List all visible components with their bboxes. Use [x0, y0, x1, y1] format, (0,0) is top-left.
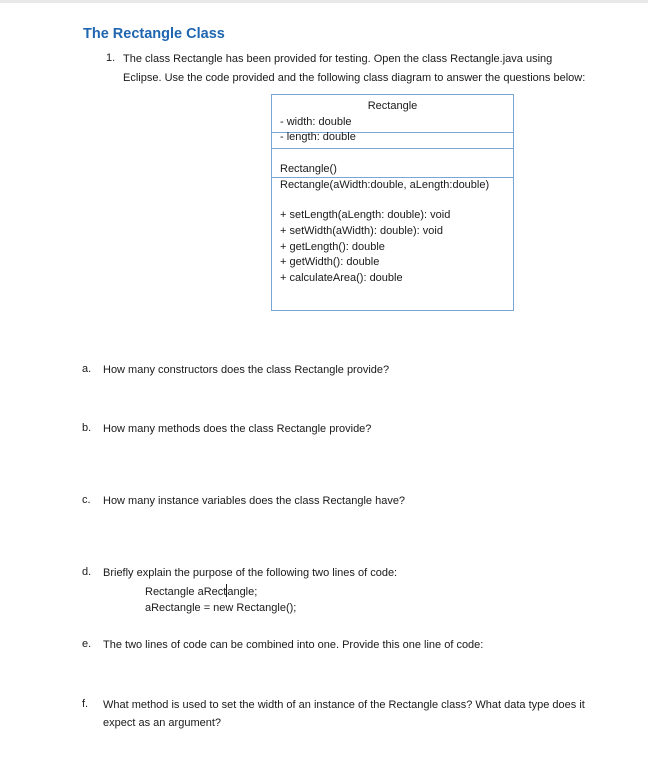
code-text: angle;: [227, 586, 258, 598]
list-number: 1.: [106, 52, 116, 64]
uml-method: + getLength(): double: [280, 241, 385, 253]
question-label: a.: [82, 363, 92, 375]
question-text: The two lines of code can be combined into one. Provide this one line of code:: [103, 639, 484, 651]
code-text: Rectangle aRect: [145, 586, 227, 598]
question-label: e.: [82, 638, 92, 650]
uml-method: + getWidth(): double: [280, 256, 380, 268]
page-title: The Rectangle Class: [83, 26, 225, 42]
question-text: How many instance variables does the class Rectangle have?: [103, 495, 406, 507]
uml-attribute: - width: double: [280, 116, 352, 128]
intro-paragraph: The class Rectangle has been provided for testing. Open the class Rectangle.java using Eclipse. Use the code provided and the following class diagram to answer the questions below:: [123, 53, 586, 84]
uml-name-section: [272, 95, 513, 132]
uml-method: + calculateArea(): double: [280, 272, 403, 284]
uml-constructor: Rectangle(aWidth:double, aLength:double): [280, 179, 490, 191]
question-text: Briefly explain the purpose of the following two lines of code:: [103, 567, 398, 579]
uml-divider: [272, 177, 513, 178]
uml-method: + setWidth(aWidth): double): void: [280, 225, 443, 237]
top-rule: [0, 0, 648, 3]
uml-divider: [272, 148, 513, 149]
question-text: How many methods does the class Rectangle provide?: [103, 423, 372, 435]
question-label: d.: [82, 566, 92, 578]
question-label: b.: [82, 422, 92, 434]
question-label: c.: [82, 494, 91, 506]
question-text: How many constructors does the class Rectangle provide?: [103, 364, 390, 376]
uml-class-name: Rectangle: [367, 100, 418, 112]
uml-attribute: - length: double: [280, 131, 356, 143]
uml-constructor: Rectangle(): [280, 163, 337, 175]
uml-method: + setLength(aLength: double): void: [280, 209, 451, 221]
uml-class-diagram: [271, 94, 514, 311]
code-line-declaration: [145, 584, 257, 598]
code-line-instantiation: aRectangle = new Rectangle();: [145, 602, 297, 614]
question-label: f.: [82, 698, 89, 710]
question-text: What method is used to set the width of an instance of the Rectangle class? What data type does it expect as an argument?: [103, 699, 585, 729]
